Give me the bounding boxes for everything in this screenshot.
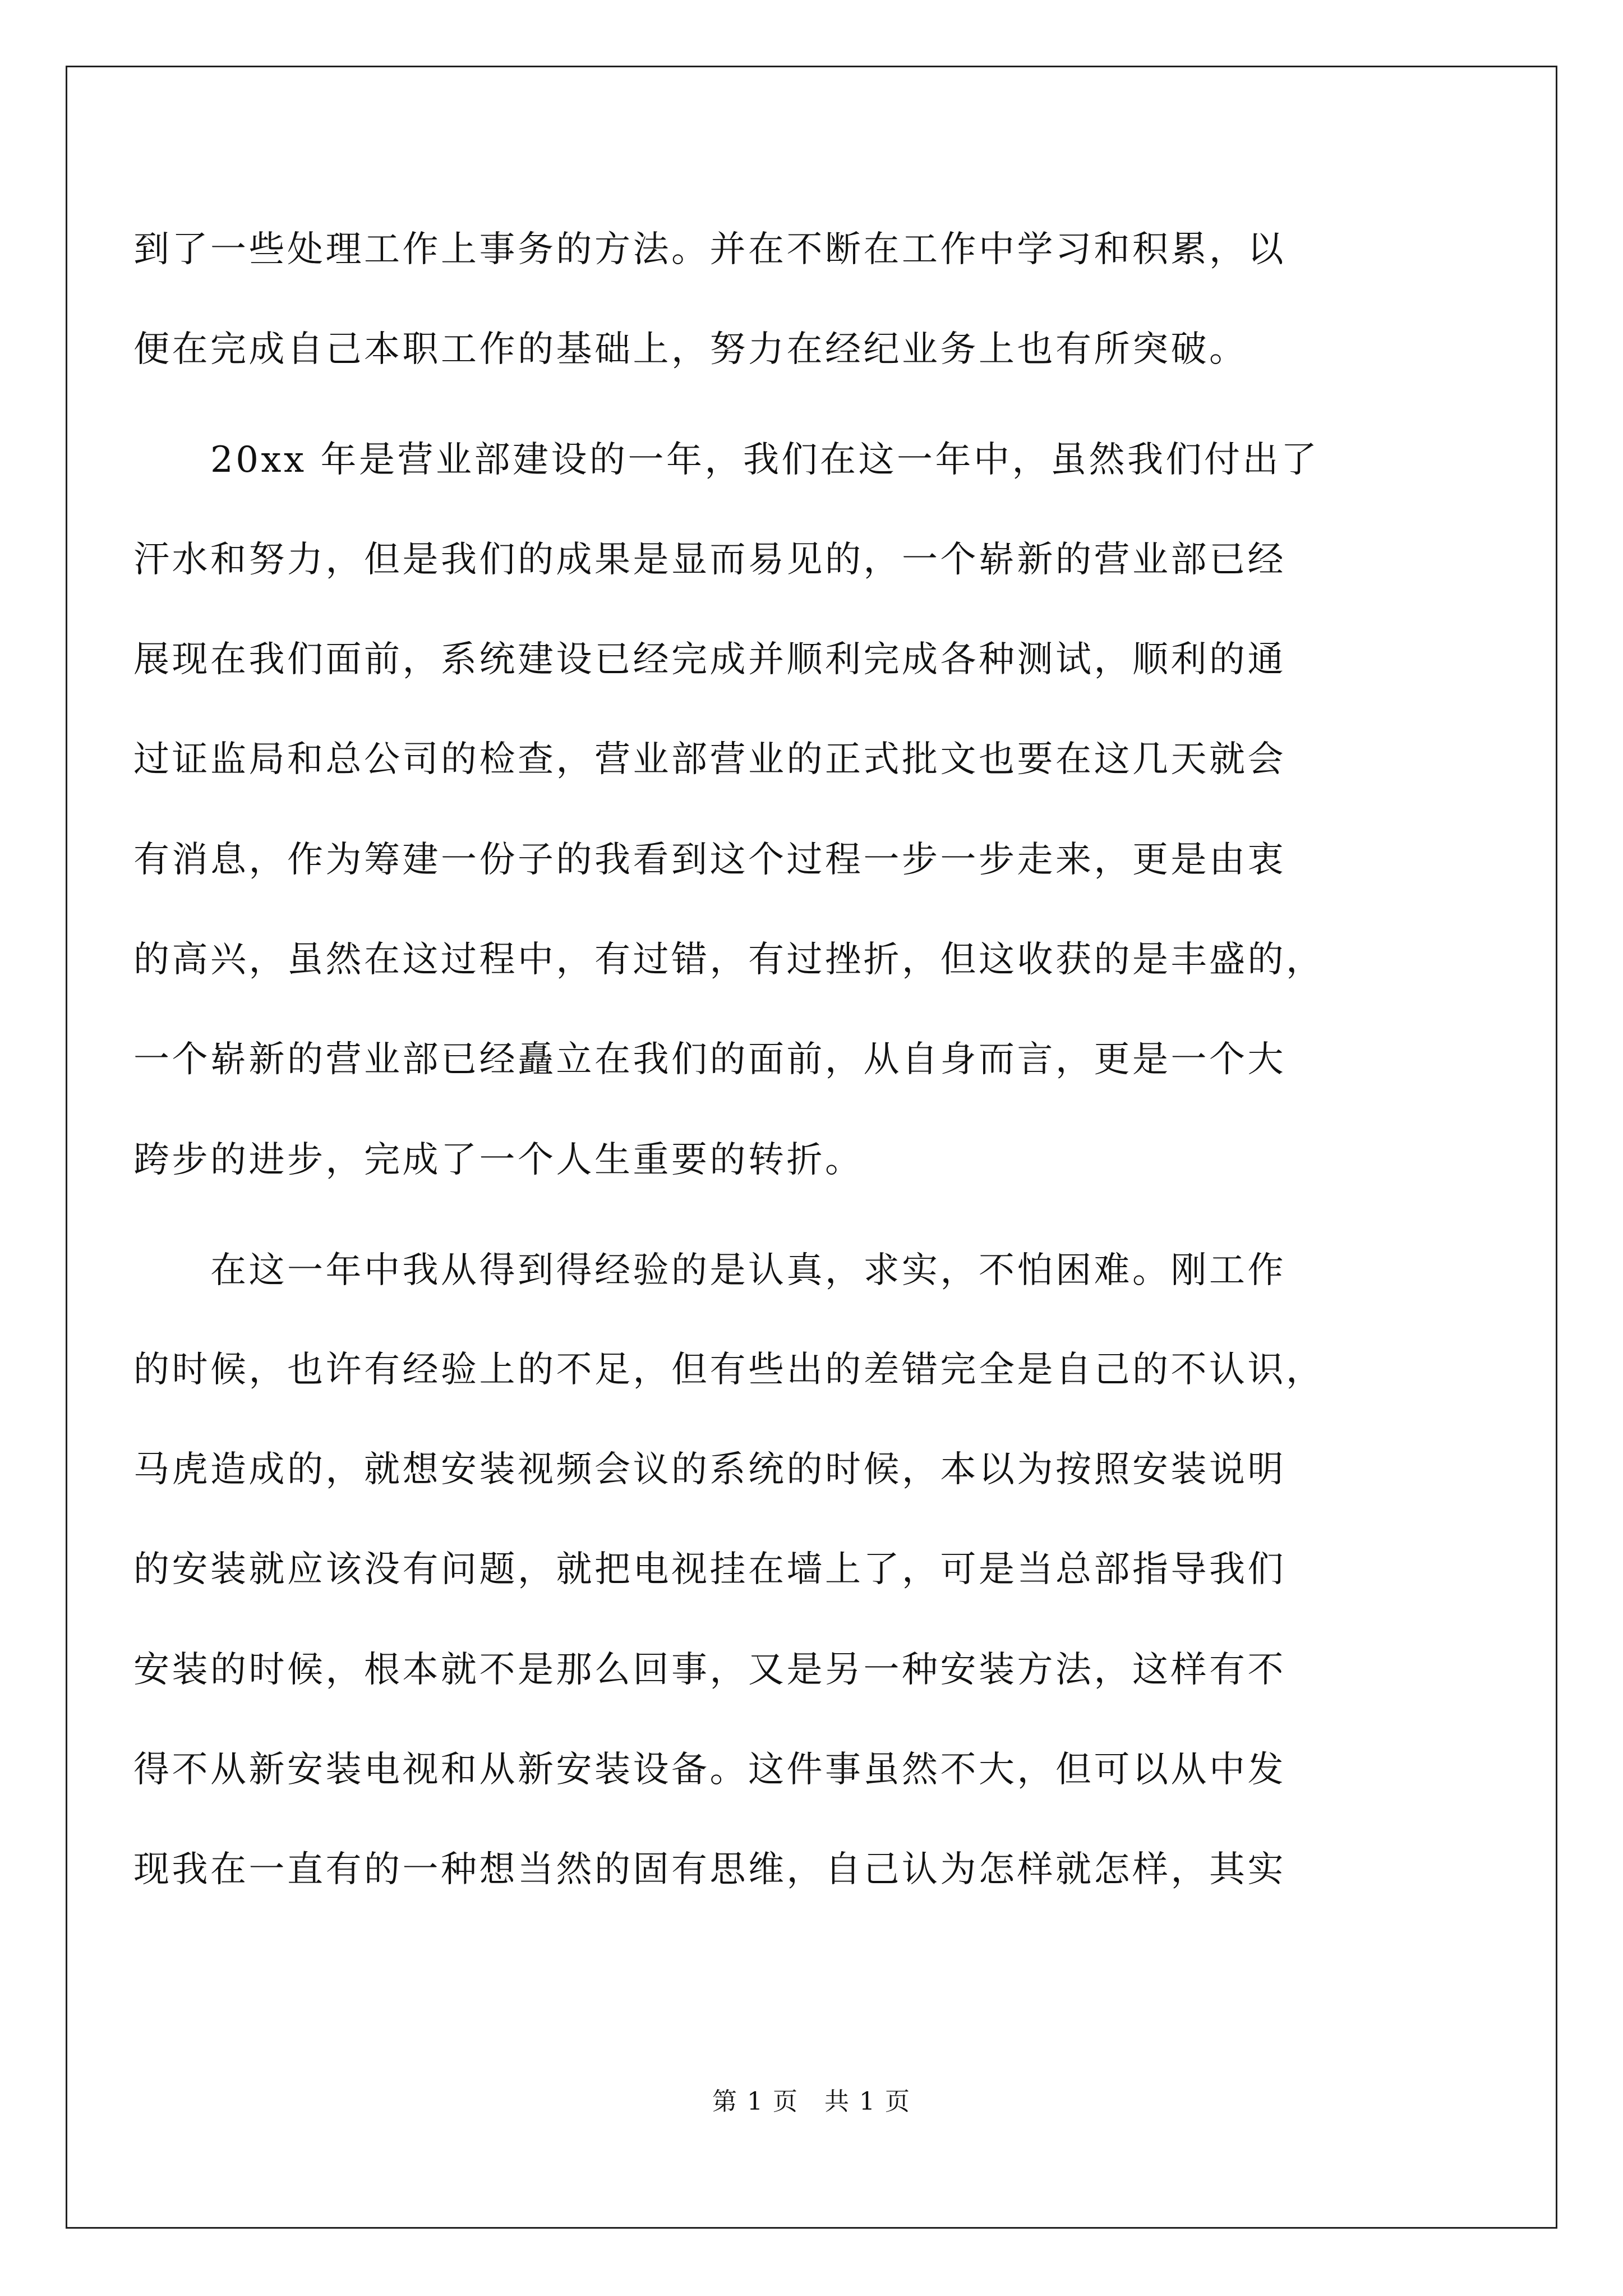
- text-line: 得不从新安装电视和从新安装设备。这件事虽然不大，但可以从中发: [133, 1749, 1286, 1791]
- text-line: 过证监局和总公司的检查，营业部营业的正式批文也要在这几天就会: [133, 739, 1286, 780]
- text-line: 到了一些处理工作上事务的方法。并在不断在工作中学习和积累，以: [133, 229, 1286, 270]
- text-line: 有消息，作为筹建一份子的我看到这个过程一步一步走来，更是由衷: [133, 839, 1286, 881]
- text-line: 马虎造成的，就想安装视频会议的系统的时候，本以为按照安装说明: [133, 1449, 1286, 1490]
- text-line: 便在完成自己本职工作的基础上，努力在经纪业务上也有所突破。: [133, 329, 1248, 370]
- text-line: 一个崭新的营业部已经矗立在我们的面前，从自身而言，更是一个大: [133, 1039, 1286, 1080]
- text-line: 的时候，也许有经验上的不足，但有些出的差错完全是自己的不认识，: [133, 1349, 1325, 1391]
- text-line: 安装的时候，根本就不是那么回事，又是另一种安装方法，这样有不: [133, 1649, 1286, 1691]
- text-line: 的安装就应该没有问题，就把电视挂在墙上了，可是当总部指导我们: [133, 1549, 1286, 1590]
- text-line: 的高兴，虽然在这过程中，有过错，有过挫折，但这收获的是丰盛的，: [133, 939, 1325, 981]
- text-line: 汗水和努力，但是我们的成果是显而易见的，一个崭新的营业部已经: [133, 539, 1286, 581]
- text-line: 在这一年中我从得到得经验的是认真，求实，不怕困难。刚工作: [133, 1250, 1286, 1291]
- text-line: 跨步的进步，完成了一个人生重要的转折。: [133, 1139, 864, 1181]
- page-number-footer: 第 1 页 共 1 页: [712, 2087, 911, 2116]
- text-line: 20xx 年是营业部建设的一年，我们在这一年中，虽然我们付出了: [133, 439, 1320, 481]
- text-line: 展现在我们面前，系统建设已经完成并顺利完成各种测试，顺利的通: [133, 639, 1286, 680]
- text-line: 现我在一直有的一种想当然的固有思维，自己认为怎样就怎样，其实: [133, 1849, 1286, 1890]
